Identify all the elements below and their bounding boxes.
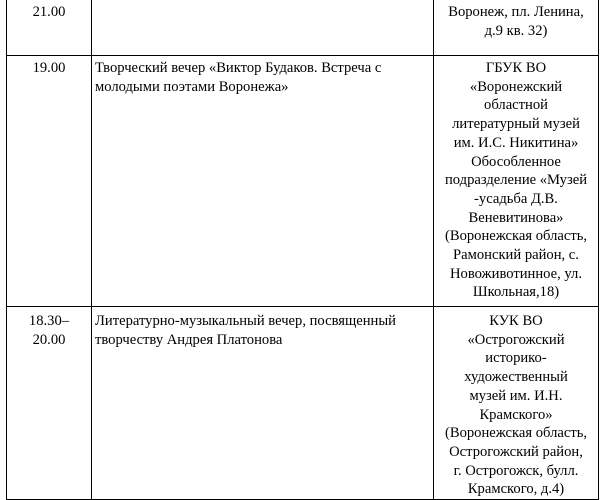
- event-place-line: г. Острогожск, булл.: [453, 462, 579, 479]
- event-place-cell: [434, 307, 599, 500]
- event-title-line: творчеству Андрея Платонова: [95, 331, 283, 348]
- event-place-line: подразделение «Музей: [444, 172, 588, 189]
- event-place-line: ГБУК ВО: [485, 60, 547, 76]
- event-place-line: художественный: [464, 369, 568, 386]
- event-place-line: -усадьба Д.В.: [474, 190, 558, 207]
- event-place-cell: [434, 56, 599, 307]
- event-time-cell: [7, 0, 92, 56]
- event-title-cell: [92, 307, 434, 500]
- event-title-line: Творческий вечер «Виктор Будаков. Встреча с: [95, 60, 382, 76]
- event-place-line: Острогожский район,: [449, 443, 583, 460]
- event-place-line: музей им. И.Н.: [469, 387, 563, 404]
- event-place-cell: [434, 0, 599, 56]
- event-place-line: Крамского, д.4): [467, 481, 565, 498]
- event-place-line: «Воронежский: [469, 78, 563, 95]
- table-row: [7, 56, 599, 307]
- event-time-cell: [7, 307, 92, 500]
- event-place-line: КУК ВО: [489, 313, 543, 329]
- event-place-line: литературный музей: [452, 116, 580, 133]
- event-title-cell: [92, 0, 434, 56]
- event-title-cell: [92, 56, 434, 307]
- event-place-line: Новоживотинное, ул.: [450, 265, 582, 282]
- event-place-line: Обособленное: [471, 153, 561, 170]
- event-time-cell: [7, 56, 92, 307]
- events-table: [6, 0, 599, 500]
- event-time: 21.00: [32, 4, 66, 20]
- event-place-line: Крамского»: [479, 406, 553, 423]
- event-time: 19.00: [32, 60, 66, 76]
- table-row: [7, 307, 599, 500]
- event-place-line: Воронеж, пл. Ленина,: [448, 4, 584, 20]
- event-title-line: молодыми поэтами Воронежа»: [95, 78, 289, 95]
- event-place-line: им. И.С. Никитина»: [453, 134, 579, 151]
- event-place-line: (Воронежская область,: [444, 228, 588, 245]
- event-place-line: историко-: [485, 350, 547, 367]
- event-place-line: Веневитинова»: [468, 209, 564, 226]
- table-row: [7, 0, 599, 56]
- event-title-line: Литературно-музыкальный вечер, посвященный: [95, 313, 396, 329]
- event-place-line: (Воронежская область,: [444, 425, 588, 442]
- event-place-line: д.9 кв. 32): [484, 22, 548, 39]
- event-place-line: Рамонский район, с.: [453, 247, 579, 264]
- event-place-line: Школьная,18): [472, 284, 560, 301]
- event-place-line: областной: [484, 97, 548, 114]
- event-time: 20.00: [32, 331, 66, 348]
- event-time: 18.30–: [28, 313, 70, 329]
- event-place-line: «Острогожский: [467, 331, 565, 348]
